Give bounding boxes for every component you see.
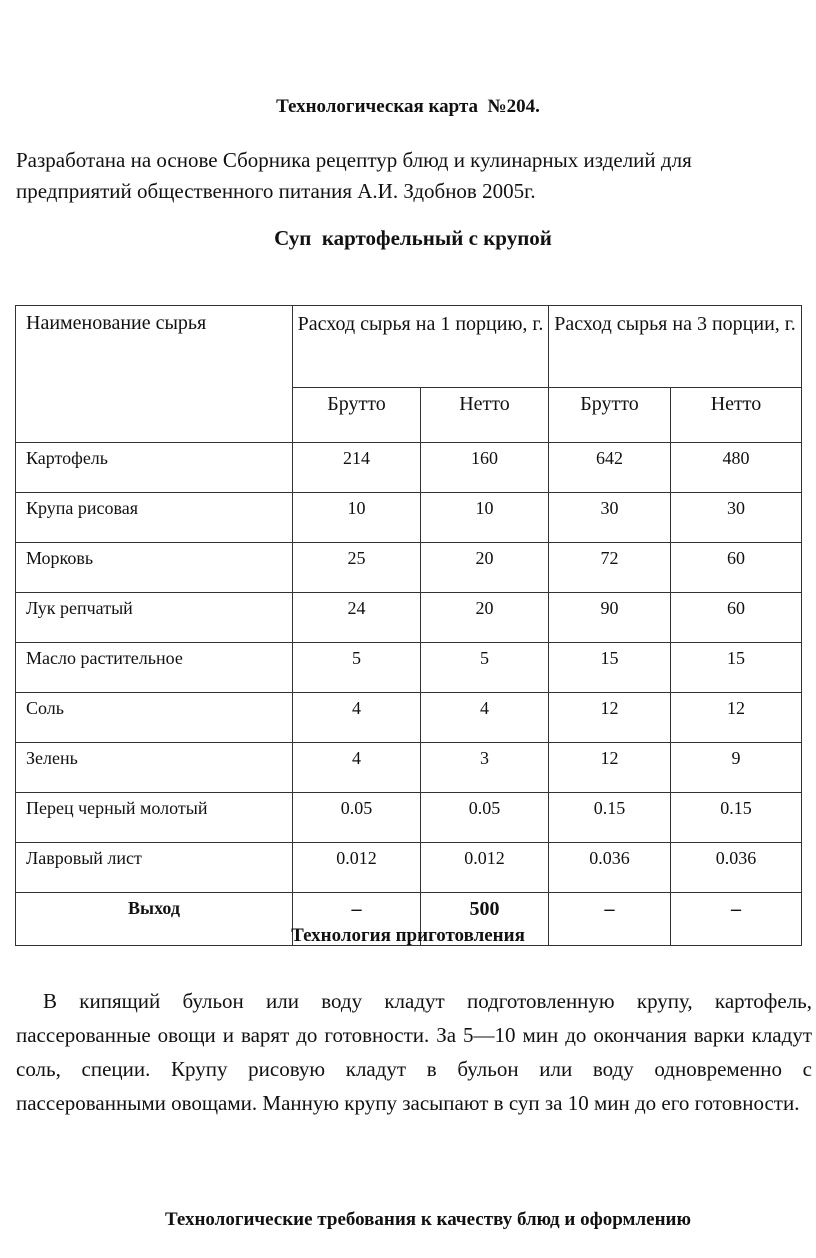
header-ingredient-name: Наименование сырья (16, 306, 293, 443)
ingredient-name-cell: Масло растительное (16, 643, 293, 693)
gross-3-cell: 0.15 (549, 793, 671, 843)
ingredient-name-cell: Лук репчатый (16, 593, 293, 643)
gross-3-cell: 12 (549, 743, 671, 793)
net-3-cell: 30 (671, 493, 802, 543)
ingredient-name-cell: Крупа рисовая (16, 493, 293, 543)
yield-net-3-cell: – (671, 893, 802, 946)
net-1-cell: 3 (421, 743, 549, 793)
document-intro: Разработана на основе Сборника рецептур блюд и кулинарных изделий для предприятий общественного питания А.И. Здобнов 2005г. (16, 148, 692, 203)
recipe-table (15, 305, 802, 946)
net-1-cell: 20 (421, 593, 549, 643)
recipe-table-body (16, 443, 802, 946)
table-row (16, 743, 802, 793)
net-3-cell: 60 (671, 543, 802, 593)
net-3-cell: 0.15 (671, 793, 802, 843)
gross-1-cell: 0.05 (293, 793, 421, 843)
gross-3-cell: 72 (549, 543, 671, 593)
header-net-3: Нетто (671, 388, 802, 443)
table-row (16, 443, 802, 493)
net-1-cell: 10 (421, 493, 549, 543)
gross-1-cell: 5 (293, 643, 421, 693)
document-title: Технологическая карта №204. (276, 96, 540, 117)
net-3-cell: 12 (671, 693, 802, 743)
net-1-cell: 4 (421, 693, 549, 743)
table-row (16, 793, 802, 843)
net-1-cell: 160 (421, 443, 549, 493)
net-3-cell: 9 (671, 743, 802, 793)
table-row (16, 543, 802, 593)
gross-3-cell: 0.036 (549, 843, 671, 893)
header-per-1-portion: Расход сырья на 1 порцию, г. (293, 306, 549, 388)
gross-1-cell: 4 (293, 693, 421, 743)
ingredient-name-cell: Соль (16, 693, 293, 743)
ingredient-name-cell: Лавровый лист (16, 843, 293, 893)
net-3-cell: 15 (671, 643, 802, 693)
net-1-cell: 0.05 (421, 793, 549, 843)
ingredient-name-cell: Морковь (16, 543, 293, 593)
yield-label-cell: Выход (16, 893, 293, 946)
gross-1-cell: 214 (293, 443, 421, 493)
quality-section-title: Технологические требования к качеству блюд и оформлению (164, 1209, 691, 1230)
ingredient-name-cell: Перец черный молотый (16, 793, 293, 843)
table-row (16, 643, 802, 693)
gross-3-cell: 642 (549, 443, 671, 493)
net-3-cell: 480 (671, 443, 802, 493)
header-per-3-portions: Расход сырья на 3 порции, г. (549, 306, 802, 388)
yield-gross-1-cell: – (293, 893, 421, 946)
gross-1-cell: 10 (293, 493, 421, 543)
yield-net-1-cell: 500 (421, 893, 549, 946)
ingredient-name-cell: Зелень (16, 743, 293, 793)
gross-1-cell: 0.012 (293, 843, 421, 893)
table-row (16, 493, 802, 543)
ingredient-name-cell: Картофель (16, 443, 293, 493)
method-text: В кипящий бульон или воду кладут подготовленную крупу, картофель, пассерованные овощи и варят до готовности. За 5—10 мин до окончания варки кладут соль, специи. Крупу рисовую кладут в бульон или воду одновременно с пассерованными овощами. Манную крупу засыпают в суп за 10 мин до его готовности. (16, 989, 812, 1115)
net-1-cell: 20 (421, 543, 549, 593)
gross-1-cell: 25 (293, 543, 421, 593)
net-3-cell: 0.036 (671, 843, 802, 893)
table-row (16, 843, 802, 893)
gross-3-cell: 30 (549, 493, 671, 543)
yield-gross-3-cell: – (549, 893, 671, 946)
gross-1-cell: 4 (293, 743, 421, 793)
gross-3-cell: 15 (549, 643, 671, 693)
header-gross-1: Брутто (293, 388, 421, 443)
gross-1-cell: 24 (293, 593, 421, 643)
gross-3-cell: 90 (549, 593, 671, 643)
header-net-1: Нетто (421, 388, 549, 443)
net-1-cell: 0.012 (421, 843, 549, 893)
dish-name: Суп картофельный с крупой (274, 226, 552, 250)
net-3-cell: 60 (671, 593, 802, 643)
table-row (16, 593, 802, 643)
table-row (16, 693, 802, 743)
header-gross-3: Брутто (549, 388, 671, 443)
gross-3-cell: 12 (549, 693, 671, 743)
net-1-cell: 5 (421, 643, 549, 693)
method-section-title: Технология приготовления (291, 925, 525, 946)
